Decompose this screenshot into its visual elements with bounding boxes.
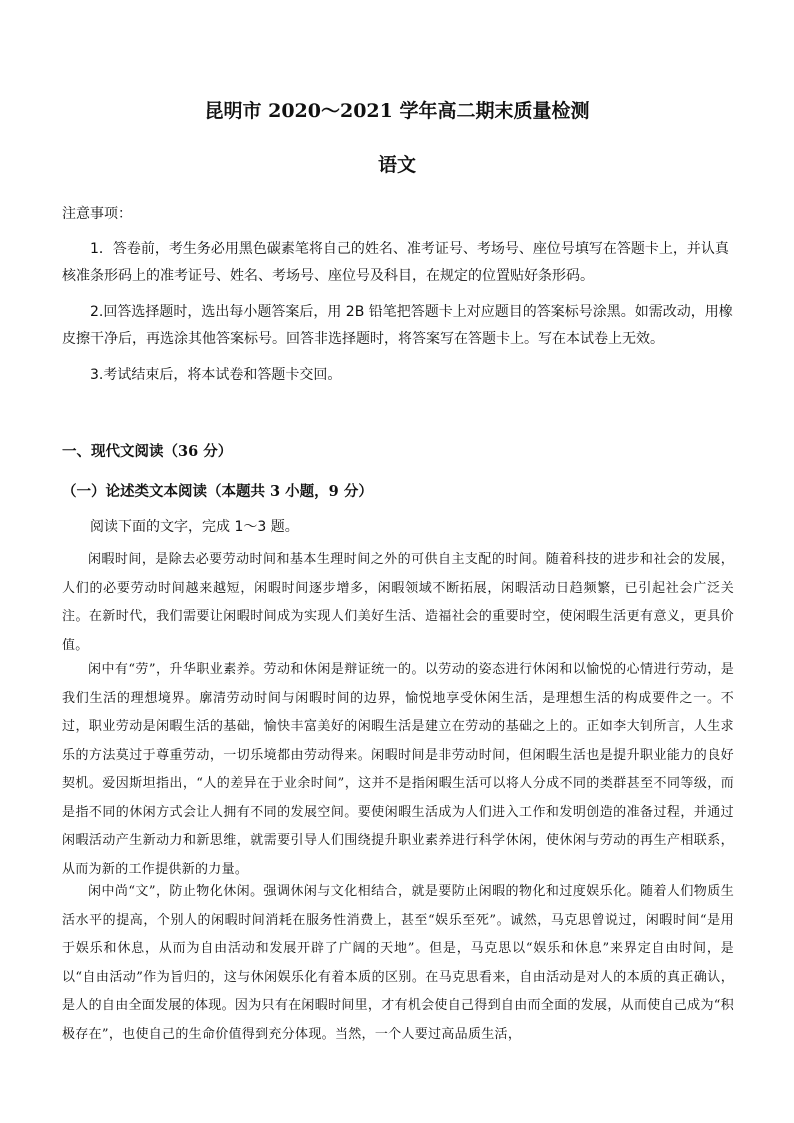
passage-paragraph-1: 闲暇时间，是除去必要劳动时间和基本生理时间之外的可供自主支配的时间。随着科技的进步和社会的发展，人们的必要劳动时间越来越短，闲暇时间逐步增多，闲暇领域不断拓展，闲暇活动日趋频繁，已引起社会广泛关注。在新时代，我们需要让闲暇时间成为实现人们美好生活、造福社会的重要时空，使闲暇生活更有意义，更具价值。 <box>62 552 734 653</box>
passage-paragraph-2: 闲中有“劳”，升华职业素养。劳动和休闲是辩证统一的。以劳动的姿态进行休闲和以愉悦的心情进行劳动，是我们生活的理想境界。廓清劳动时间与闲暇时间的边界，愉悦地享受休闲生活，是理想生活的构成要件之一。不过，职业劳动是闲暇生活的基础，愉快丰富美好的闲暇生活是建立在劳动的基础之上的。正如李大钊所言，人生求乐的方法莫过于尊重劳动，一切乐境都由劳动得来。闲暇时间是非劳动时间，但闲暇生活也是提升职业能力的良好契机。爱因斯坦指出，“人的差异在于业余时间”，这并不是指闲暇生活可以将人分成不同的类群甚至不同等级，而是指不同的休闲方式会让人拥有不同的发展空间。要使闲暇生活成为人们进入工作和发明创造的准备过程，并通过闲暇活动产生新动力和新思维，就需要引导人们围绕提升职业素养进行科学休闲，使休闲与劳动的再生产相联系，从而为新的工作提供新的力量。 <box>62 662 734 877</box>
passage-paragraph-3: 闲中尚“文”，防止物化休闲。强调休闲与文化相结合，就是要防止闲暇的物化和过度娱乐化。随着人们物质生活水平的提高，个别人的闲暇时间消耗在服务性消费上，甚至“娱乐至死”。诚然，马克思曾说过，闲暇时间“是用于娱乐和休息，从而为自由活动和发展开辟了广阔的天地”。但是，马克思以“娱乐和休息”来界定自由时间，是以“自由活动”作为旨归的，这与休闲娱乐化有着本质的区别。在马克思看来，自由活动是对人的本质的真正确认，是人的自由全面发展的体现。因为只有在闲暇时间里，才有机会使自己得到自由而全面的发展，从而使自己成为“积极存在”，也使自己的生命价值得到充分体现。当然，一个人要过高品质生活， <box>62 884 734 1042</box>
subsection-heading-argumentative: （一）论述类文本阅读（本题共 3 小题，9 分） <box>62 483 373 500</box>
exam-title: 昆明市 2020～2021 学年高二期末质量检测 <box>204 100 590 122</box>
reading-instruction: 阅读下面的文字，完成 1～3 题。 <box>90 519 299 535</box>
notice-item-2: 2.回答选择题时，选出每小题答案后，用 2B 铅笔把答题卡上对应题目的答案标号涂黑。如需改动，用橡皮擦干净后，再选涂其他答案标号。回答非选择题时，将答案写在答题卡上。写在本试卷上无效。 <box>62 304 733 347</box>
notice-item-3: 3.考试结束后，将本试卷和答题卡交回。 <box>90 367 342 383</box>
section-heading-reading: 一、现代文阅读（36 分） <box>62 443 233 460</box>
notice-item-1: 1．答卷前，考生务必用黑色碳素笔将自己的姓名、准考证号、考场号、座位号填写在答题卡上，并认真核准条形码上的准考证号、姓名、考场号、座位号及科目，在规定的位置贴好条形码。 <box>62 241 729 284</box>
subject-title: 语文 <box>377 154 416 176</box>
notice-heading: 注意事项： <box>62 206 132 222</box>
